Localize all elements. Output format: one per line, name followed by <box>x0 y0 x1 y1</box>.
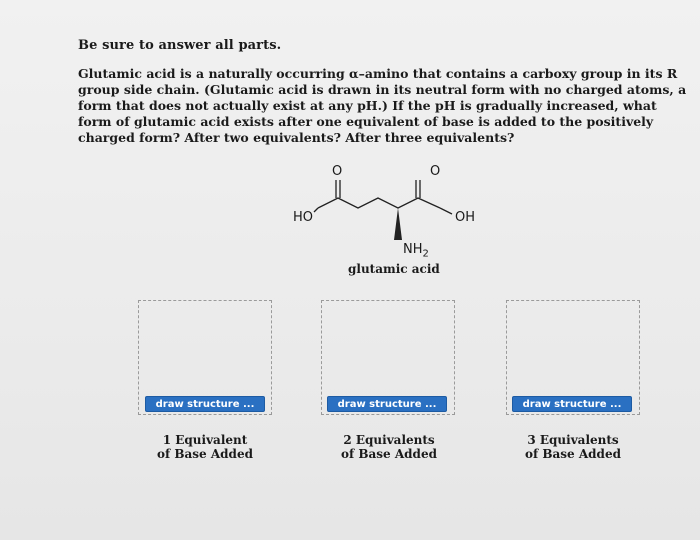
hydroxyl-bond-left <box>314 208 318 212</box>
hydroxyl-bond-right <box>440 208 452 214</box>
oxygen-label-left: O <box>332 164 343 179</box>
oh-label: OH <box>455 210 476 225</box>
nh-text: NH <box>403 242 423 257</box>
question-text: Glutamic acid is a naturally occurring α–amino that contains a carboxy group in its R group side chain. (Glutamic acid is drawn in its neutral form with no charged atoms, a form that does not actually exist at any pH.) If the pH is gradually increased, what form of glutamic acid exists after one equivalent of base is added to the positively charged form? After two equivalents? After three equivalents? <box>78 66 687 145</box>
answer-caption-2 <box>314 433 464 461</box>
glutamic-acid-structure <box>280 160 520 260</box>
instructions-text: Be sure to answer all parts. <box>78 38 282 53</box>
question-prompt <box>78 66 693 146</box>
nh2-label <box>403 242 429 260</box>
caption-line: of Base Added <box>525 447 621 461</box>
ho-label: HO <box>293 210 314 225</box>
caption-line: of Base Added <box>341 447 437 461</box>
caption-line: 1 Equivalent <box>162 433 248 447</box>
caption-line: of Base Added <box>157 447 253 461</box>
draw-structure-button-1[interactable]: draw structure ... <box>145 396 265 412</box>
caption-line: 2 Equivalents <box>343 433 435 447</box>
answer-caption-1 <box>130 433 280 461</box>
carbon-chain-bond <box>318 198 440 208</box>
molecule-name: glutamic acid <box>348 262 440 276</box>
answer-caption-3 <box>498 433 648 461</box>
oxygen-label-right: O <box>430 164 441 179</box>
caption-line: 3 Equivalents <box>527 433 619 447</box>
draw-structure-button-3[interactable]: draw structure ... <box>512 396 632 412</box>
nh-subscript: 2 <box>422 248 429 260</box>
draw-structure-button-2[interactable]: draw structure ... <box>327 396 447 412</box>
skeletal-formula <box>280 160 520 260</box>
wedge-bond-nh2 <box>394 208 402 240</box>
